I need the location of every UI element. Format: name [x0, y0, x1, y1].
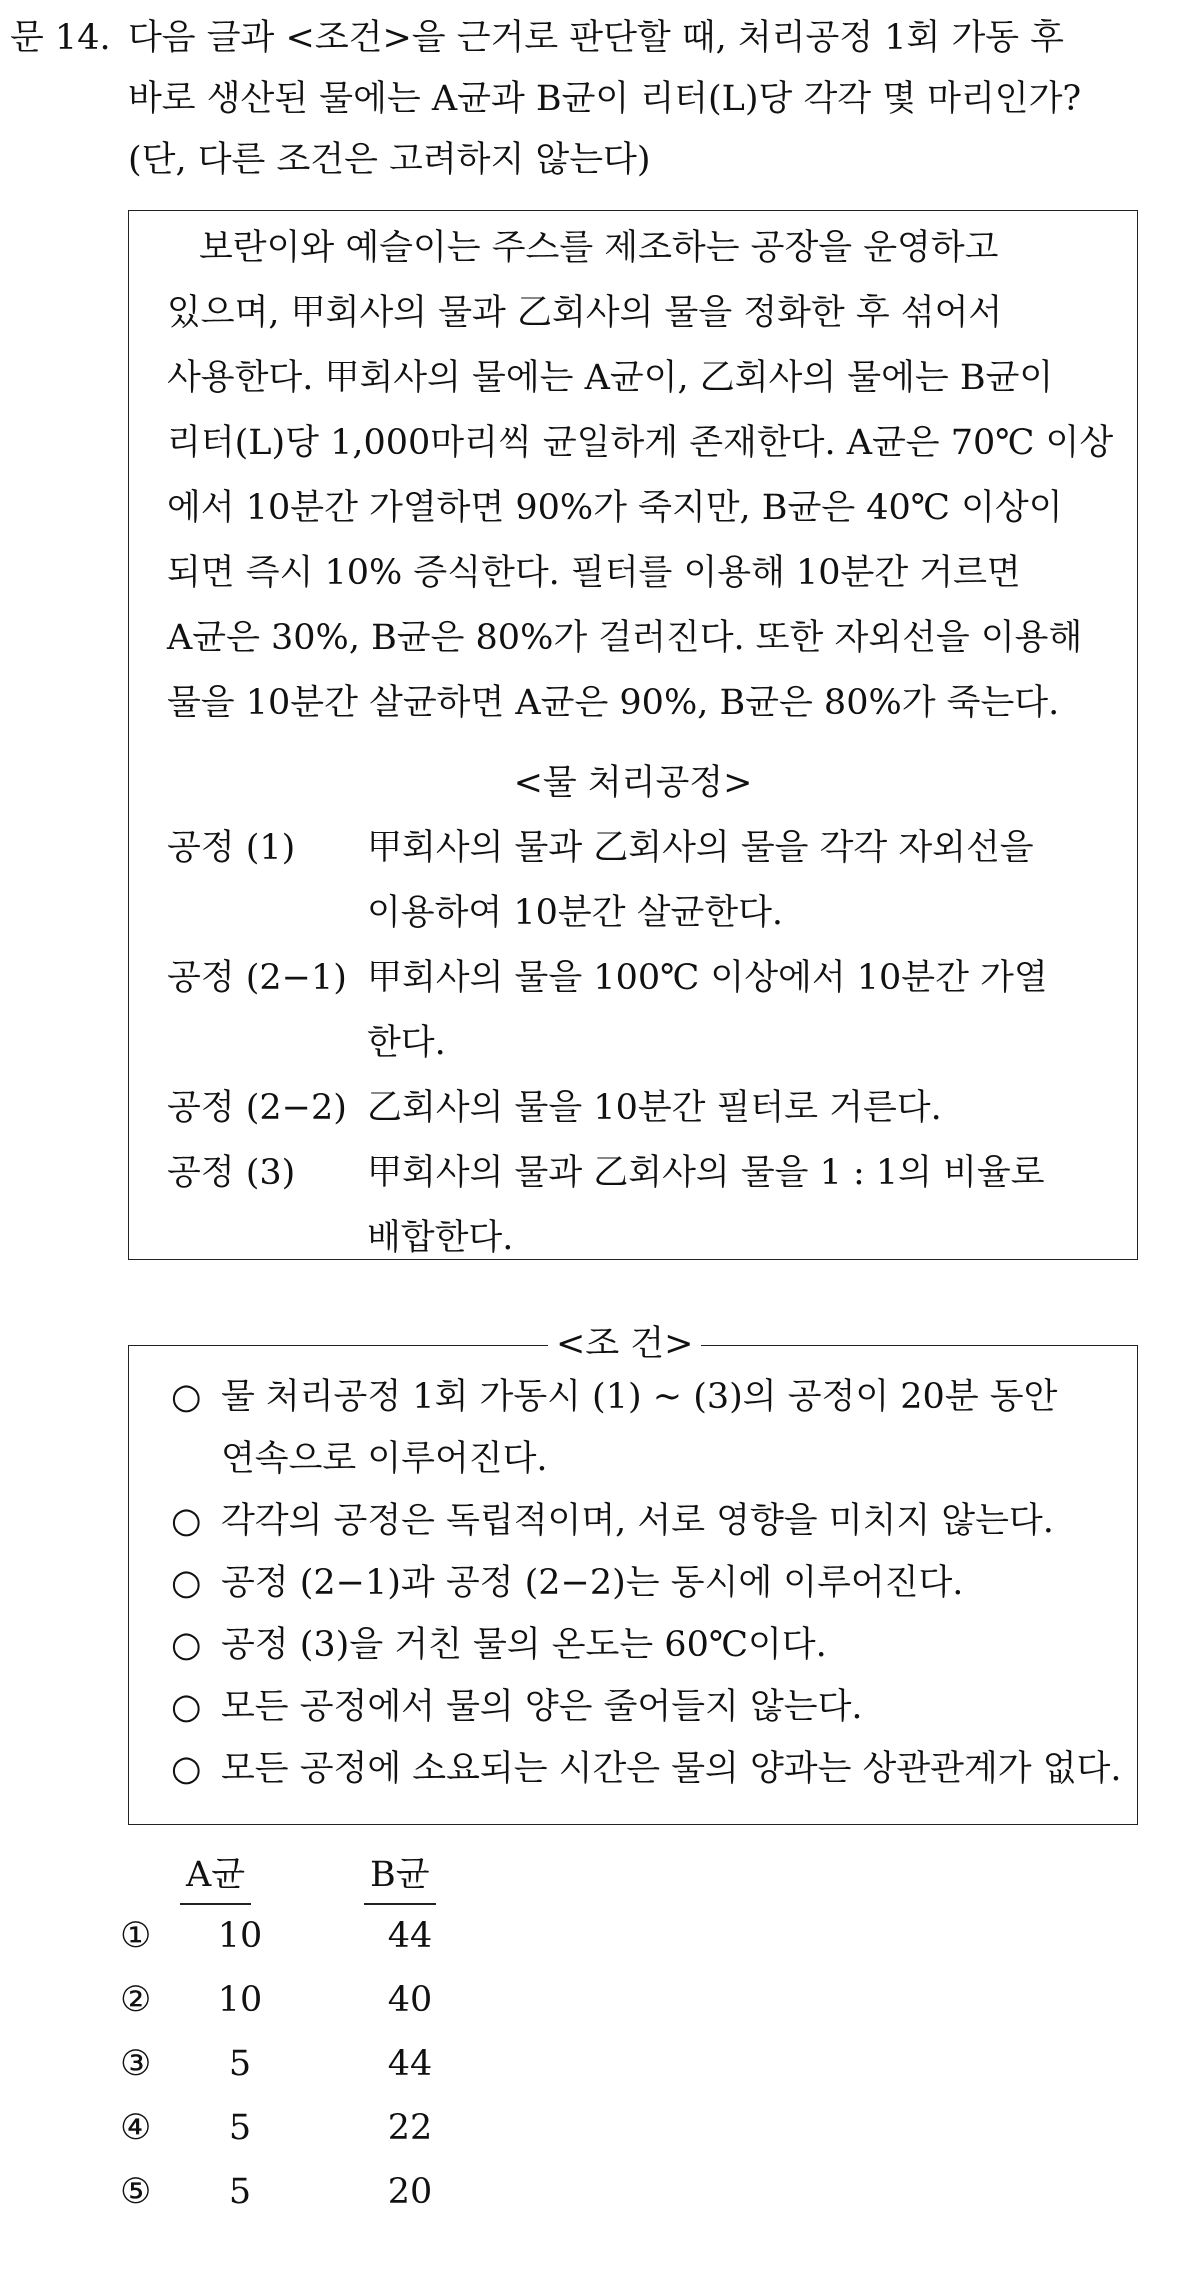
condition-text-cont: 연속으로 이루어진다.: [221, 1439, 548, 1479]
option-a-value: 10: [217, 1980, 263, 2020]
option-b-value: 44: [387, 1916, 433, 1956]
option-b-value: 40: [387, 1980, 433, 2020]
circle-bullet-icon: ○: [171, 1687, 202, 1727]
condition-item: [171, 1552, 963, 1614]
passage-line-3: 사용한다. 甲회사의 물에는 A균이, 乙회사의 물에는 B균이: [167, 358, 1054, 398]
process-label: 공정 (2−2): [167, 1088, 347, 1128]
option-b-value: 44: [387, 2044, 433, 2084]
condition-item: [171, 1490, 1054, 1552]
option-number: ③: [120, 2044, 152, 2084]
process-item: [167, 1076, 942, 1141]
passage-line-2: 있으며, 甲회사의 물과 乙회사의 물을 정화한 후 섞어서: [167, 293, 1003, 333]
passage-box: [128, 210, 1138, 1260]
process-text-cont: 이용하여 10분간 살균한다.: [367, 893, 784, 933]
option-number: ④: [120, 2108, 152, 2148]
passage-line-8: 물을 10분간 살균하면 A균은 90%, B균은 80%가 죽는다.: [167, 683, 1060, 723]
option-a-value: 10: [217, 1916, 263, 1956]
condition-item: [171, 1366, 1058, 1479]
circle-bullet-icon: ○: [171, 1749, 202, 1789]
process-text-cont: 한다.: [367, 1023, 446, 1063]
condition-text: 모든 공정에서 물의 양은 줄어들지 않는다.: [221, 1687, 863, 1727]
passage-line-5: 에서 10분간 가열하면 90%가 죽지만, B균은 40℃ 이상이: [167, 488, 1063, 528]
process-label: 공정 (1): [167, 828, 296, 868]
option-a-value: 5: [228, 2044, 252, 2084]
question-line-1: 다음 글과 <조건>을 근거로 판단할 때, 처리공정 1회 가동 후: [128, 18, 1064, 58]
circle-bullet-icon: ○: [171, 1501, 202, 1541]
option-number: ⑤: [120, 2172, 152, 2212]
process-text-cont: 배합한다.: [367, 1218, 514, 1258]
process-text: 甲회사의 물을 100℃ 이상에서 10분간 가열: [367, 958, 1048, 998]
passage-line-7: A균은 30%, B균은 80%가 걸러진다. 또한 자외선을 이용해: [167, 618, 1083, 658]
condition-text: 각각의 공정은 독립적이며, 서로 영향을 미치지 않는다.: [221, 1501, 1054, 1541]
question-number: 문 14.: [10, 18, 111, 58]
process-label: 공정 (3): [167, 1153, 296, 1193]
process-text: 甲회사의 물과 乙회사의 물을 각각 자외선을: [367, 828, 1034, 868]
condition-item: [171, 1738, 1121, 1800]
process-text: 乙회사의 물을 10분간 필터로 거른다.: [367, 1088, 942, 1128]
option-number: ①: [120, 1916, 152, 1956]
circle-bullet-icon: ○: [171, 1563, 202, 1603]
question-line-3: (단, 다른 조건은 고려하지 않는다): [128, 140, 651, 180]
answer-header-a: A균: [180, 1848, 251, 1905]
passage-line-6: 되면 즉시 10% 증식한다. 필터를 이용해 10분간 거르면: [167, 553, 1021, 593]
process-item: [167, 816, 1034, 933]
conditions-box: [128, 1345, 1138, 1825]
process-text: 甲회사의 물과 乙회사의 물을 1 : 1의 비율로: [367, 1153, 1045, 1193]
question-line-2: 바로 생산된 물에는 A균과 B균이 리터(L)당 각각 몇 마리인가?: [128, 79, 1082, 119]
condition-text: 모든 공정에 소요되는 시간은 물의 양과는 상관관계가 없다.: [221, 1749, 1122, 1789]
option-b-value: 22: [387, 2108, 433, 2148]
option-a-value: 5: [228, 2108, 252, 2148]
option-number: ②: [120, 1980, 152, 2020]
circle-bullet-icon: ○: [171, 1625, 202, 1665]
condition-text: 물 처리공정 1회 가동시 (1) ~ (3)의 공정이 20분 동안: [221, 1377, 1058, 1417]
circle-bullet-icon: ○: [171, 1377, 202, 1417]
answer-header-b: B균: [364, 1848, 436, 1905]
conditions-title: <조 건>: [548, 1315, 701, 1373]
condition-text: 공정 (3)을 거친 물의 온도는 60℃이다.: [221, 1625, 827, 1665]
condition-text: 공정 (2−1)과 공정 (2−2)는 동시에 이루어진다.: [221, 1563, 964, 1603]
condition-item: [171, 1614, 827, 1676]
process-label: 공정 (2−1): [167, 958, 347, 998]
option-b-value: 20: [387, 2172, 433, 2212]
process-title: <물 처리공정>: [513, 763, 753, 803]
process-item: [167, 1141, 1045, 1258]
option-a-value: 5: [228, 2172, 252, 2212]
passage-line-4: 리터(L)당 1,000마리씩 균일하게 존재한다. A균은 70℃ 이상: [167, 423, 1114, 463]
condition-item: [171, 1676, 863, 1738]
process-item: [167, 946, 1048, 1063]
passage-line-1: 보란이와 예슬이는 주스를 제조하는 공장을 운영하고: [199, 228, 999, 268]
